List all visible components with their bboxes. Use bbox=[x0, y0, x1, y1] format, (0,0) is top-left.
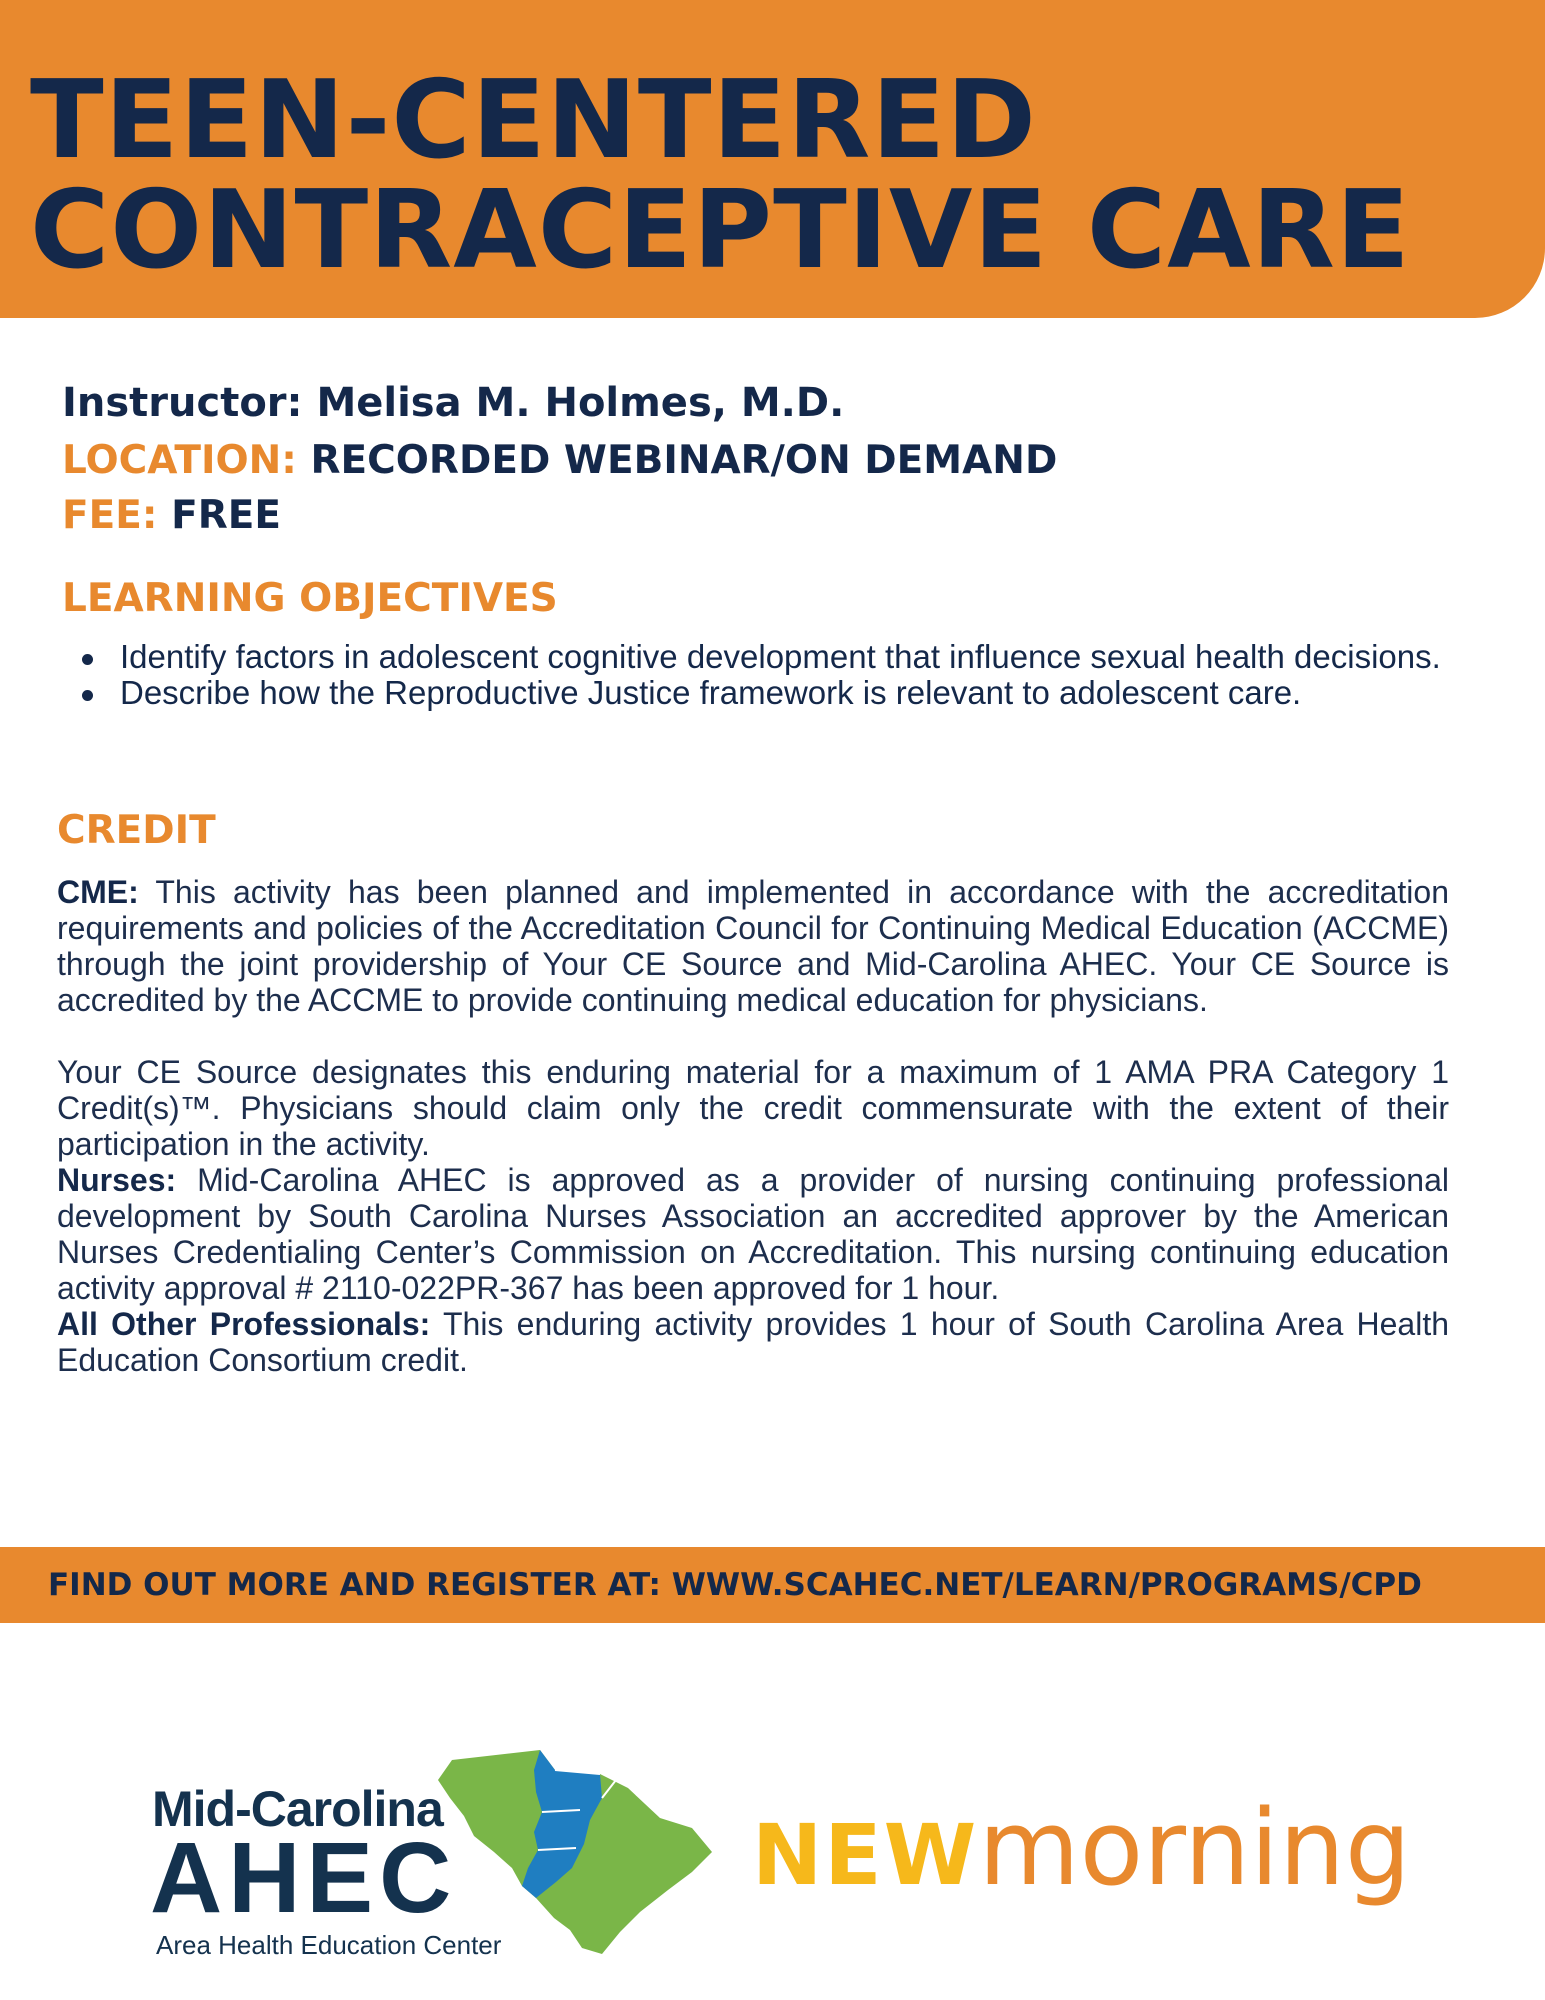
list-item: Describe how the Reproductive Justice framework is relevant to adolescent care. bbox=[78, 676, 1478, 710]
location-label: LOCATION: bbox=[62, 438, 297, 483]
others-label: All Other Professionals: bbox=[57, 1306, 431, 1342]
fee-value: FREE bbox=[171, 493, 282, 538]
others-paragraph bbox=[57, 1306, 1449, 1378]
designation-paragraph: Your CE Source designates this enduring material for a maximum of 1 AMA PRA Category 1 Credit(s)™. Physicians should claim only the credit commensurate with the extent of their participation in the activity. bbox=[57, 1054, 1449, 1162]
objectives-heading: LEARNING OBJECTIVES bbox=[62, 576, 558, 621]
cme-label: CME: bbox=[57, 874, 139, 910]
cme-paragraph bbox=[57, 874, 1449, 1018]
location-row bbox=[62, 438, 1057, 483]
ahec-logo bbox=[150, 1740, 720, 1960]
credit-body bbox=[57, 874, 1449, 1378]
newmorning-logo-part2: morning bbox=[978, 1787, 1411, 1909]
title-line-1: TEEN-CENTERED bbox=[30, 58, 1037, 183]
south-carolina-map-icon bbox=[430, 1740, 720, 1960]
page-title bbox=[30, 58, 1411, 293]
fee-row bbox=[62, 493, 1057, 538]
title-line-2: CONTRACEPTIVE CARE bbox=[30, 168, 1411, 293]
ahec-logo-line1: Mid-Carolina bbox=[152, 1781, 443, 1837]
register-link[interactable]: FIND OUT MORE AND REGISTER AT: WWW.SCAHEC.NET/LEARN/PROGRAMS/CPD bbox=[48, 1567, 1422, 1603]
newmorning-logo-part1: NEW bbox=[752, 1806, 979, 1904]
fee-label: FEE: bbox=[62, 493, 158, 538]
register-banner bbox=[0, 1547, 1545, 1623]
ahec-logo-line3: Area Health Education Center bbox=[156, 1930, 502, 1960]
credit-heading: CREDIT bbox=[57, 808, 216, 853]
event-info bbox=[62, 380, 1057, 548]
instructor: Instructor: Melisa M. Holmes, M.D. bbox=[62, 380, 845, 426]
newmorning-logo bbox=[752, 1787, 1411, 1909]
list-item: Identify factors in adolescent cognitive development that influence sexual health decisions. bbox=[78, 640, 1478, 674]
nurses-paragraph bbox=[57, 1162, 1449, 1306]
nurses-label: Nurses: bbox=[57, 1162, 177, 1198]
objectives-list bbox=[78, 640, 1478, 712]
ahec-logo-line2: AHEC bbox=[150, 1822, 458, 1934]
cme-text: This activity has been planned and implemented in accordance with the accreditation requirements and policies of the Accreditation Council for Continuing Medical Education (ACCME) through the joint providership of Your CE Source and Mid-Carolina AHEC. Your CE Source is accredited by the ACCME to provide continuing medical education for physicians. bbox=[57, 874, 1450, 1018]
nurses-text: Mid-Carolina AHEC is approved as a provider of nursing continuing professional development by South Carolina Nurses Association an accredited approver by the American Nurses Credentialing Center’s Commission on Accreditation. This nursing continuing education activity approval # 2110-022PR-367 has been approved for 1 hour. bbox=[57, 1162, 1449, 1306]
header-banner bbox=[0, 0, 1545, 318]
location-value: RECORDED WEBINAR/ON DEMAND bbox=[310, 438, 1058, 483]
others-text: This enduring activity provides 1 hour of South Carolina Area Health Education Consortium credit. bbox=[57, 1306, 1450, 1378]
